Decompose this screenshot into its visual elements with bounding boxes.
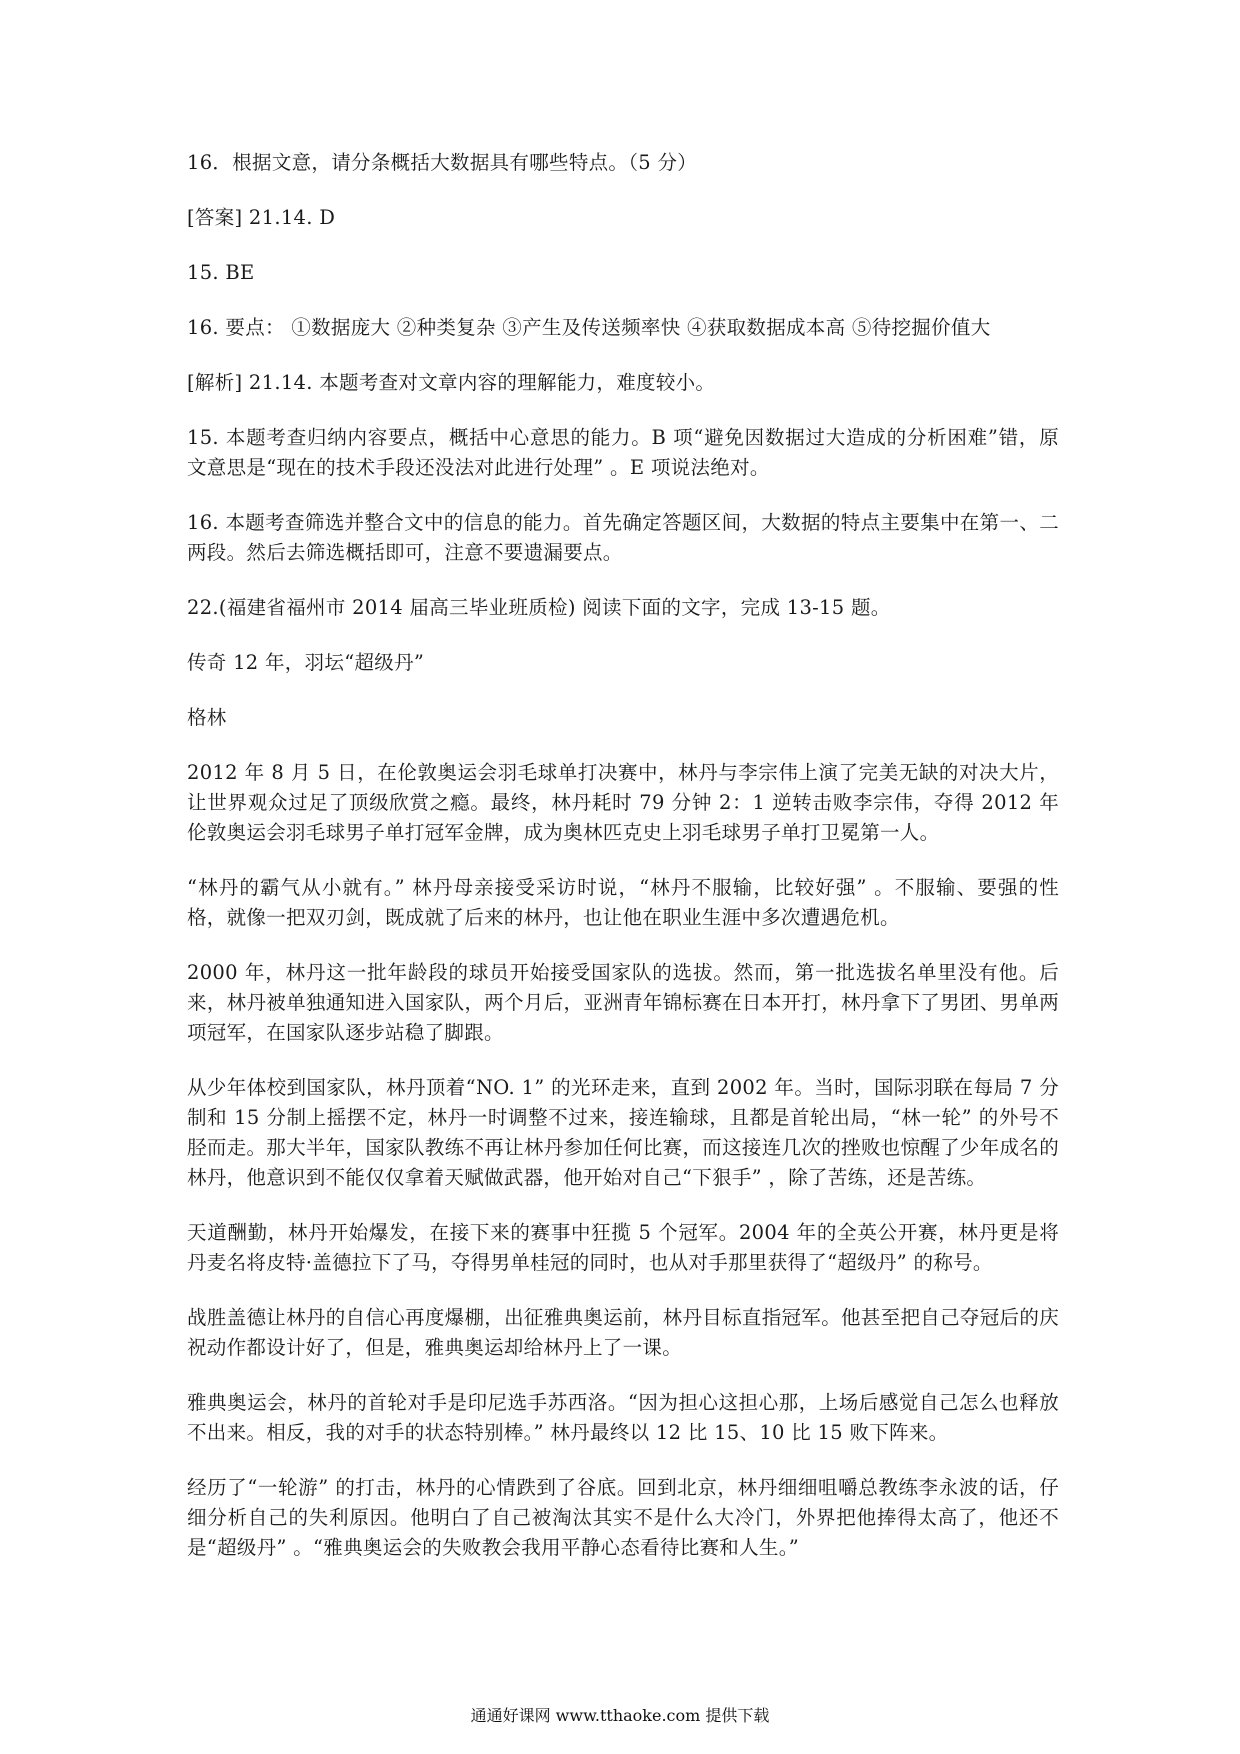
analysis-16: 16. 本题考查筛选并整合文中的信息的能力。首先确定答题区间，大数据的特点主要集中在第一、二两段。然后去筛选概括即可，注意不要遗漏要点。: [187, 511, 1059, 564]
article-paragraph: “林丹的霸气从小就有。” 林丹母亲接受采访时说，“林丹不服输，比较好强” 。不服输、要强的性格，就像一把双刃剑，既成就了后来的林丹，也让他在职业生涯中多次遭遇危机。: [187, 876, 1059, 929]
document-body: [187, 148, 1059, 1588]
question-22-intro: 22.(福建省福州市 2014 届高三毕业班质检) 阅读下面的文字，完成 13-15 题。: [187, 596, 891, 619]
answer-15: 15. BE: [187, 261, 255, 284]
article-paragraph: 2012 年 8 月 5 日，在伦敦奥运会羽毛球单打决赛中，林丹与李宗伟上演了完美无缺的对决大片，让世界观众过足了顶级欣赏之瘾。最终，林丹耗时 79 分钟 2：1 逆转击败李宗伟，夺得 2012 年伦敦奥运会羽毛球男子单打冠军金牌，成为奥林匹克史上羽毛球男子单打卫冕第一人。: [187, 761, 1059, 844]
article-title: 传奇 12 年，羽坛“超级丹”: [187, 651, 425, 674]
analysis-header: [解析] 21.14. 本题考查对文章内容的理解能力，难度较小。: [187, 371, 716, 394]
page-footer: 通通好课网 www.tthaoke.com 提供下载: [470, 1706, 770, 1725]
article-paragraph: 战胜盖德让林丹的自信心再度爆棚，出征雅典奥运前，林丹目标直指冠军。他甚至把自己夺冠后的庆祝动作都设计好了，但是，雅典奥运却给林丹上了一课。: [187, 1306, 1059, 1359]
question-16: 16．根据文意，请分条概括大数据具有哪些特点。（5 分）: [187, 151, 698, 174]
answer-header: [答案] 21.14. D: [187, 206, 336, 229]
answer-16: 16. 要点： ①数据庞大 ②种类复杂 ③产生及传送频率快 ④获取数据成本高 ⑤待挖掘价值大: [187, 316, 991, 339]
article-paragraph: 天道酬勤，林丹开始爆发，在接下来的赛事中狂揽 5 个冠军。2004 年的全英公开赛，林丹更是将丹麦名将皮特·盖德拉下了马，夺得男单桂冠的同时，也从对手那里获得了“超级丹” 的称号。: [187, 1221, 1059, 1274]
article-paragraph: 2000 年，林丹这一批年龄段的球员开始接受国家队的选拔。然而，第一批选拔名单里没有他。后来，林丹被单独通知进入国家队，两个月后，亚洲青年锦标赛在日本开打，林丹拿下了男团、男单两项冠军，在国家队逐步站稳了脚跟。: [187, 961, 1059, 1044]
article-paragraph: 经历了“一轮游” 的打击，林丹的心情跌到了谷底。回到北京，林丹细细咀嚼总教练李永波的话，仔细分析自己的失利原因。他明白了自己被淘汰其实不是什么大冷门，外界把他捧得太高了，他还不是“超级丹” 。“雅典奥运会的失败教会我用平静心态看待比赛和人生。”: [187, 1476, 1059, 1559]
article-author: 格林: [187, 706, 227, 729]
article-paragraph: 雅典奥运会，林丹的首轮对手是印尼选手苏西洛。“因为担心这担心那，上场后感觉自己怎么也释放不出来。相反，我的对手的状态特别棒。” 林丹最终以 12 比 15、10 比 15 败下阵来。: [187, 1391, 1059, 1444]
article-paragraph: 从少年体校到国家队，林丹顶着“NO. 1” 的光环走来，直到 2002 年。当时，国际羽联在每局 7 分制和 15 分制上摇摆不定，林丹一时调整不过来，接连输球，且都是首轮出局，“林一轮” 的外号不胫而走。那大半年，国家队教练不再让林丹参加任何比赛，而这接连几次的挫败也惊醒了少年成名的林丹，他意识到不能仅仅拿着天赋做武器，他开始对自己“下狠手” ，除了苦练，还是苦练。: [187, 1076, 1059, 1189]
analysis-15: 15. 本题考查归纳内容要点，概括中心意思的能力。B 项“避免因数据过大造成的分析困难”错，原文意思是“现在的技术手段还没法对此进行处理” 。E 项说法绝对。: [187, 426, 1059, 479]
